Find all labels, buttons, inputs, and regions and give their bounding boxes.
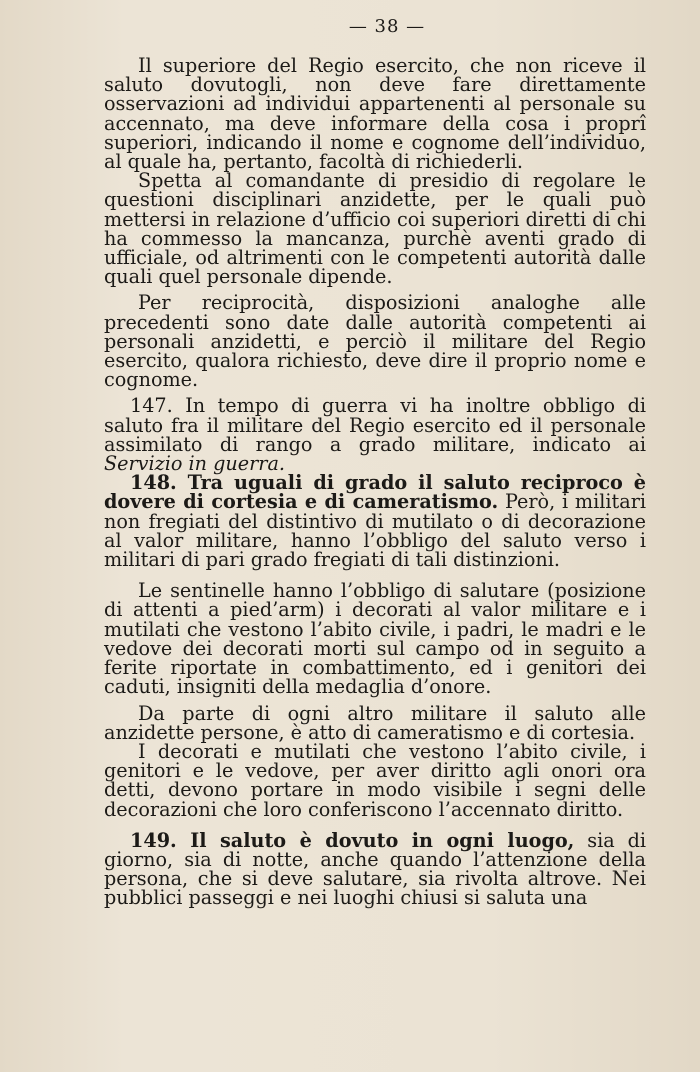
paragraph-text: Per reciprocità, disposizioni analoghe alle precedenti sono date dalle autorità competenti ai personali anzidetti, e perciò il militare del Regio esercito, qualora richiesto, deve dire il proprio nome e cognome.: [104, 291, 646, 392]
paragraph-bold-heading: 148. Tra uguali di grado il saluto reciproco è dovere di cortesia e di cameratismo.: [104, 471, 646, 514]
paragraph-cameratismo: [104, 701, 646, 744]
paragraph-text: Però, i militari non fregiati del distintivo di mutilato o di decorazione al valor militare, hanno l’obbligo del saluto verso i militari di pari grado fregiati di tali distinzioni.: [104, 490, 646, 572]
paragraph-147: [104, 394, 646, 476]
paragraph-148: [104, 471, 646, 572]
paragraph-text: Le sentinelle hanno l’obbligo di salutare (posizione di attenti a pied’arm) i decorati al valor militare e i mutilati che vestono l’abito civile, i padri, le madri e le vedove dei decorati morti sul campo od in seguito a ferite riportate in combattimento, ed i genitori dei caduti, insigniti della medaglia d’onore.: [104, 579, 646, 699]
paragraph-text: Il superiore del Regio esercito, che non riceve il saluto dovutogli, non deve fare direttamente osservazioni ad individui appartenenti al personale su accennato, ma deve informare della cosa i proprî superiori, indicando il nome e cognome dell’individuo, al quale ha, pertanto, facoltà di richiederli.: [104, 54, 646, 174]
paragraph-bold-heading: 149. Il saluto è dovuto in ogni luogo,: [130, 828, 575, 852]
paragraph-text: 147. In tempo di guerra vi ha inoltre obbligo di saluto fra il militare del Regio esercito ed il personale assimilato di rango a grado militare, indicato ai: [104, 394, 646, 456]
page-number: — 38 —: [348, 16, 426, 37]
paragraph-149: [104, 828, 646, 910]
paragraph-text: Spetta al comandante di presidio di regolare le questioni disciplinari anzidette, per le quali può mettersi in relazione d’ufficio coi superiori diretti di chi ha commesso la mancanza, purchè aventi grado di ufficiale, od altrimenti con le competenti autorità dalle quali quel personale dipende.: [104, 169, 646, 289]
paragraph-text: sia di giorno, sia di notte, anche quando l’attenzione della persona, che si deve salutare, sia rivolta altrove. Nei pubblici passeggi e nei luoghi chiusi si saluta una: [104, 828, 646, 910]
paragraph-italic-reference: Servizio in guerra.: [104, 452, 286, 476]
paragraph-decorati: [104, 739, 646, 821]
paragraph-text: Da parte di ogni altro militare il saluto alle anzidette persone, è atto di cameratismo e di cortesia.: [104, 701, 646, 744]
paragraph-text: I decorati e mutilati che vestono l’abito civile, i genitori e le vedove, per aver diritto agli onori ora detti, devono portare in modo visibile i segni delle decorazioni che loro conferiscono l’accennato diritto.: [104, 739, 646, 821]
page-body: [104, 56, 646, 908]
paragraph-comandante: [104, 169, 646, 289]
paragraph-reciprocita: [104, 291, 646, 392]
paragraph-superiore: [104, 54, 646, 174]
paragraph-sentinelle: [104, 579, 646, 699]
